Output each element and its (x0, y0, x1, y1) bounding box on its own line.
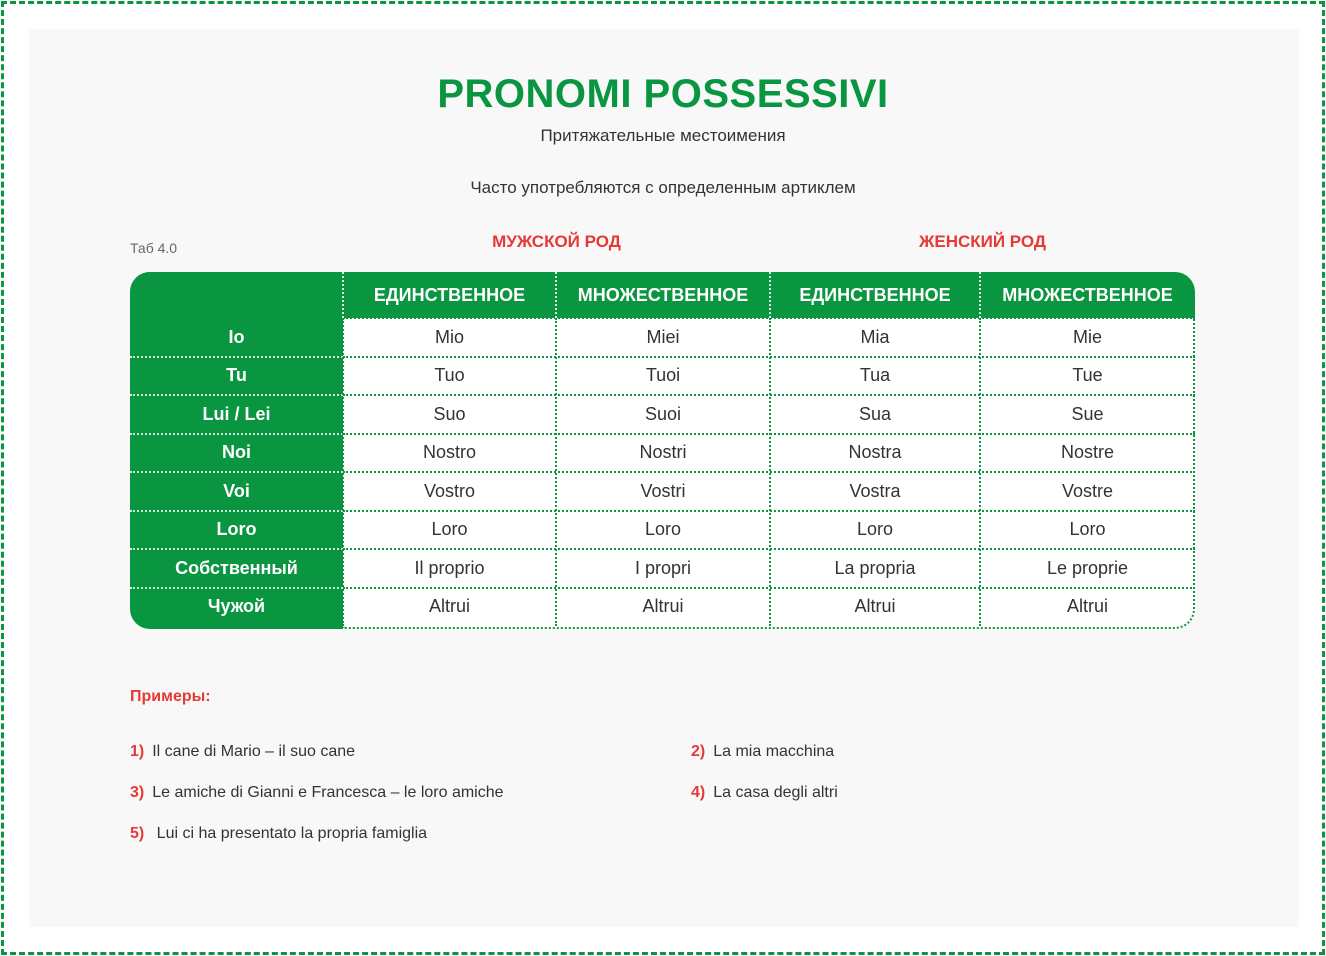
row-label: Tu (226, 365, 247, 386)
example-text: Lui ci ha presentato la propria famiglia (152, 825, 428, 842)
example-item (691, 784, 838, 802)
table-cell: Il proprio (414, 557, 485, 578)
usage-note: Часто употребляются с определенным артиклем (470, 178, 856, 197)
example-item (130, 784, 504, 802)
table-cell: Vostro (423, 480, 476, 501)
feminine-group-label: ЖЕНСКИЙ РОД (918, 232, 1047, 251)
table-cell: Loro (644, 519, 682, 540)
table-cell: Loro (856, 519, 894, 540)
table-cell: La propria (834, 557, 916, 578)
row-label: Io (228, 326, 245, 347)
table-cell: Nostro (422, 442, 476, 463)
example-text: Le amiche di Gianni e Francesca – le loro amiche (152, 784, 504, 801)
table-label: Таб 4.0 (130, 240, 178, 256)
column-divider (555, 272, 557, 318)
page-title: PRONOMI POSSESSIVI (437, 72, 889, 116)
table-cell: Sue (1071, 403, 1104, 424)
table-cell: Vostra (849, 480, 901, 501)
table-cell: Altrui (1066, 596, 1108, 617)
table-cell: Tuoi (645, 365, 681, 386)
row-divider (130, 356, 343, 358)
table-cell: Mio (434, 326, 464, 347)
table-cell: Mie (1072, 326, 1102, 347)
column-divider (979, 318, 981, 626)
table-cell: Mia (860, 326, 890, 347)
column-divider (342, 272, 344, 318)
example-item (130, 825, 427, 843)
table-cell: Suoi (644, 403, 682, 424)
row-divider (130, 510, 343, 512)
example-text: Il cane di Mario – il suo cane (152, 743, 356, 760)
example-text: La casa degli altri (713, 784, 838, 801)
table-cell: Sua (858, 403, 892, 424)
column-header: МНОЖЕСТВЕННОЕ (577, 284, 749, 305)
column-header: ЕДИНСТВЕННОЕ (799, 284, 951, 305)
table-cell: Nostre (1060, 442, 1114, 463)
column-divider (342, 318, 344, 626)
table-cell: Miei (646, 326, 680, 347)
table-cell: Nostri (639, 442, 687, 463)
column-divider (769, 272, 771, 318)
table-cell: Tue (1072, 365, 1103, 386)
row-label: Собственный (175, 557, 298, 578)
example-item (130, 743, 355, 761)
row-label: Loro (216, 519, 257, 540)
table-cell: Nostra (848, 442, 902, 463)
row-divider (130, 471, 343, 473)
column-divider (555, 318, 557, 626)
table-cell: Vostri (640, 480, 686, 501)
table-cell: Loro (431, 519, 468, 540)
example-text: La mia macchina (713, 743, 835, 760)
column-header: ЕДИНСТВЕННОЕ (373, 284, 526, 305)
row-label: Voi (223, 480, 250, 501)
table-cell: Vostre (1061, 480, 1114, 501)
table-cell: Le proprie (1046, 557, 1129, 578)
example-item (691, 743, 834, 761)
example-number: 2) (691, 743, 706, 760)
column-divider (769, 318, 771, 626)
table-cell: Altrui (428, 596, 470, 617)
table-cell: Suo (433, 403, 466, 424)
example-number: 3) (130, 784, 145, 801)
row-label: Noi (222, 442, 251, 463)
table-cell: Altrui (854, 596, 896, 617)
table-cell: Tua (859, 365, 891, 386)
column-divider (979, 272, 981, 318)
row-label: Чужой (207, 596, 266, 617)
table-cell: Altrui (642, 596, 684, 617)
row-label: Lui / Lei (202, 403, 271, 424)
possessive-pronouns-table (130, 272, 1195, 629)
table-cell: I propri (634, 557, 692, 578)
masculine-group-label: МУЖСКОЙ РОД (492, 232, 621, 251)
row-divider (130, 587, 343, 589)
example-number: 4) (691, 784, 706, 801)
table-cell: Tuo (434, 365, 465, 386)
example-number: 5) (130, 825, 145, 842)
row-divider (130, 548, 343, 550)
page-subtitle: Притяжательные местоимения (540, 126, 786, 145)
table-cell: Loro (1069, 519, 1106, 540)
column-header: МНОЖЕСТВЕННОЕ (1002, 284, 1173, 305)
examples-title: Примеры: (130, 688, 211, 705)
row-divider (130, 433, 343, 435)
example-number: 1) (130, 743, 145, 760)
row-divider (130, 394, 343, 396)
